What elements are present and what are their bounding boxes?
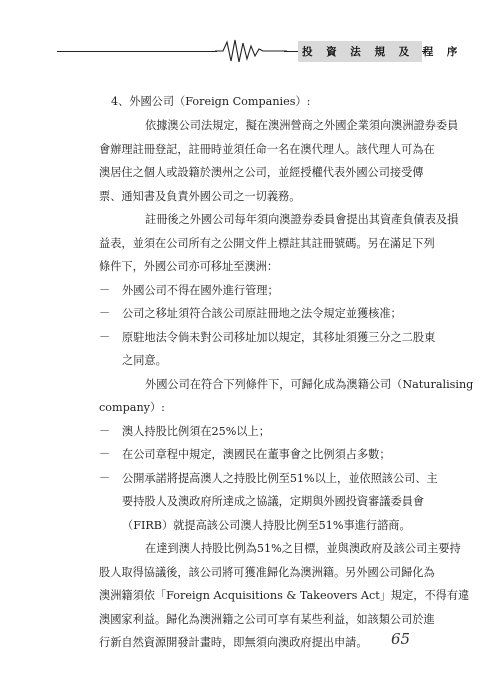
list-bullet: － bbox=[99, 472, 111, 485]
paragraph-line: 股人取得協議後，該公司將可獲准歸化為澳洲籍。另外國公司歸化為 bbox=[99, 566, 435, 579]
list-bullet: － bbox=[99, 331, 111, 344]
list-bullet: － bbox=[99, 425, 111, 438]
paragraph-line: 澳國家利益。歸化為澳洲籍之公司可享有某些利益，如該類公司於進 bbox=[99, 613, 435, 626]
list-item: 原駐地法令倘未對公司移址加以規定，其移址須獲三分之二股東 bbox=[122, 331, 436, 344]
paragraph-line: company）: bbox=[99, 401, 165, 414]
list-item: 澳人持股比例須在25%以上； bbox=[122, 425, 270, 438]
paragraph-line: 行新自然資源開發計畫時，即無須向澳政府提出申請。 bbox=[99, 636, 368, 649]
list-item-continuation: （FIRB）就提高該公司澳人持股比例至51%事進行諮商。 bbox=[122, 519, 411, 532]
paragraph-line: 澳居住之個人或設籍於澳州之公司，並經授權代表外國公司接受傳 bbox=[99, 166, 424, 179]
paragraph-line: 註冊後之外國公司每年須向澳證券委員會提出其資產負債表及損 bbox=[145, 213, 459, 226]
list-item-continuation: 要持股人及澳政府所達成之協議，定期與外國投資審議委員會 bbox=[122, 495, 425, 508]
paragraph-line: 依據澳公司法規定，擬在澳洲營商之外國企業須向澳洲證券委員 bbox=[145, 119, 459, 132]
list-bullet: － bbox=[99, 307, 111, 320]
paragraph-line: 在達到澳人持股比例為51%之目標，並與澳政府及該公司主要持 bbox=[145, 542, 461, 555]
list-item: 外國公司不得在國外進行管理； bbox=[122, 284, 279, 297]
paragraph-line: 票、通知書及負責外國公司之一切義務。 bbox=[99, 190, 301, 203]
list-bullet: － bbox=[99, 448, 111, 461]
list-bullet: － bbox=[99, 284, 111, 297]
list-item: 公司之移址須符合該公司原註冊地之法令規定並獲核准； bbox=[122, 307, 402, 320]
paragraph-line: 會辦理註冊登記，註冊時並須任命一名在澳代理人。該代理人可為在 bbox=[99, 143, 435, 156]
paragraph-line: 條件下，外國公司亦可移址至澳洲： bbox=[99, 260, 279, 273]
section-heading: 4、外國公司（Foreign Companies）: bbox=[111, 95, 311, 108]
list-item: 在公司章程中規定，澳國民在董事會之比例須占多數； bbox=[122, 448, 391, 461]
list-item: 公開承諾將提高澳人之持股比例至51%以上，並依照該公司、主 bbox=[122, 472, 438, 485]
running-header-title: 投 資 法 規 及 程 序 bbox=[302, 46, 463, 58]
paragraph-line: 外國公司在符合下列條件下，可歸化成為澳籍公司（Naturalising bbox=[145, 378, 474, 391]
paragraph-line: 益表，並須在公司所有之公開文件上標註其註冊號碼。另在滿足下列 bbox=[99, 237, 435, 250]
list-item-continuation: 之同意。 bbox=[122, 354, 167, 367]
paragraph-line: 澳洲籍須依「Foreign Acquisitions & Takeovers Act」規定，不得有違 bbox=[99, 589, 470, 602]
page-number: 65 bbox=[391, 630, 411, 648]
